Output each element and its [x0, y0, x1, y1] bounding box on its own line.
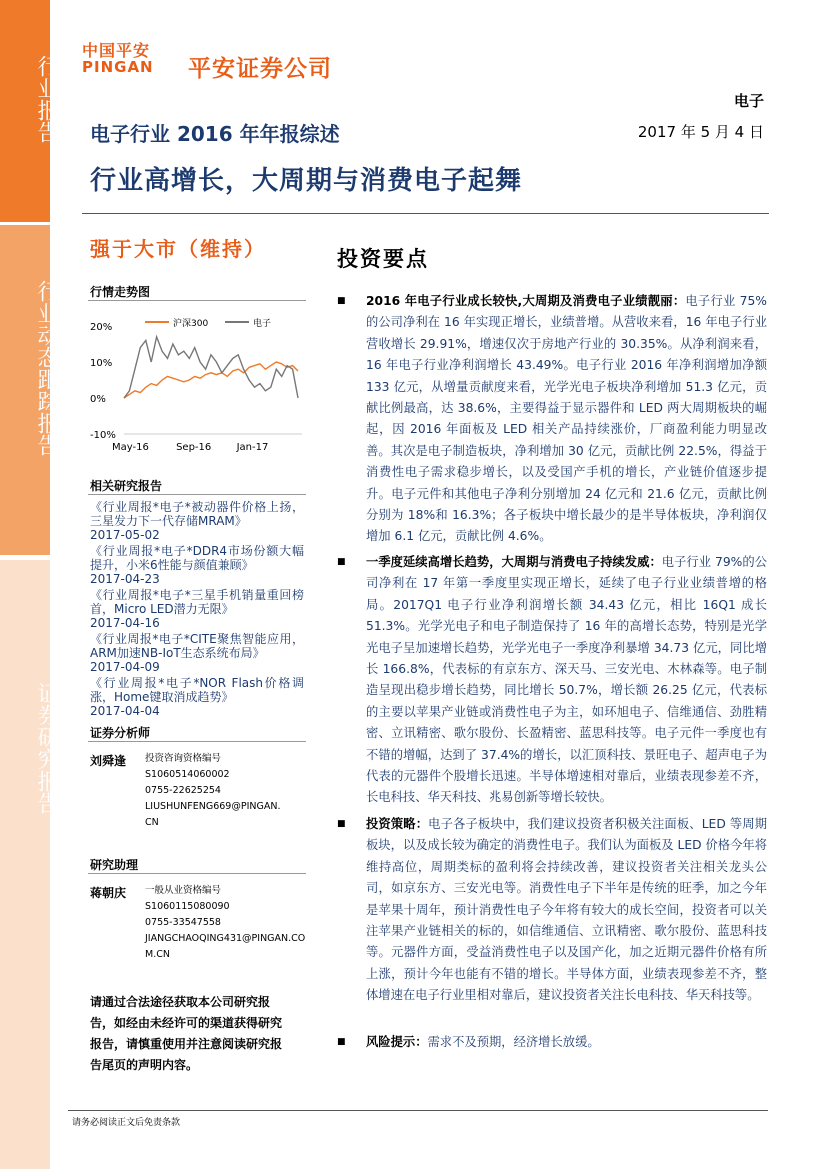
bullet-square-icon: ■ — [337, 1037, 346, 1047]
doc-date: 2017 年 5 月 4 日 — [637, 123, 764, 141]
company-name: 平安证券公司 — [188, 56, 332, 82]
assistant-email-cont[interactable]: M.CN — [145, 949, 170, 960]
key-point-4 — [337, 1032, 767, 1053]
related-reports-list — [90, 500, 304, 720]
sidebar-mid-band — [0, 225, 59, 555]
analyst-line: 投资咨询资格编号 — [145, 753, 222, 764]
page-headline: 行业高增长，大周期与消费电子起舞 — [90, 166, 523, 196]
sidebar-bottom-band — [0, 560, 59, 1169]
sidebar-label-dynamic-tracking: 行业动态跟踪报告 — [34, 280, 59, 456]
footer-note: 请务必阅读正文后免责条款 — [72, 1118, 181, 1128]
related-report-date: 2017-05-02 — [90, 528, 160, 542]
x-tick-label: Jan-17 — [236, 442, 269, 453]
key-point-heading: 一季度延续高增长趋势，大周期与消费电子持续发威： — [366, 555, 662, 569]
key-point-heading: 2016 年电子行业成长较快,大周期及消费电子业绩靓丽： — [366, 294, 686, 308]
bullet-square-icon: ■ — [337, 296, 346, 306]
y-tick-label: 0% — [90, 394, 106, 405]
series-line-electronics — [124, 337, 298, 398]
assistant-line: 一般从业资格编号 — [145, 885, 222, 896]
related-report-title[interactable]: 《行业周报*电子*三星手机销量重回榜首，Micro LED潜力无限》 — [90, 588, 304, 616]
related-report-title[interactable]: 《行业周报*电子*DDR4市场份额大幅提升，小米6性能与颜值兼顾》 — [90, 544, 304, 572]
key-point-body: 电子各子板块中，我们建议投资者积极关注面板、LED 等周期板块，以及成长较为确定的消费性电子。我们认为面板及 LED 价格今年将维持高位，周期类标的盈利将会持续改善，建议投资者关注相关龙头公司，如京东方、三安光电等。消费性电子下半年是传统的旺季，加之今年是苹果十周年，预计消费性电子今年将有较大的成长空间，投资者可以关注苹果产业链相关的标的，如信维通信、立讯精密、歌尔股份、蓝思科技等。元器件方面，受益消费性电子以及国产化，加之近期元器件价格有所上涨，预计今年也能有不错的增长。半导体方面，业绩表现参差不齐，整体增速在电子行业里相对靠后，建议投资者关注长电科技、华天科技等。 — [366, 817, 767, 1003]
related-reports-title: 相关研究报告 — [90, 479, 163, 493]
analyst-section-title: 证券分析师 — [90, 726, 151, 740]
y-tick-label: -10% — [90, 430, 116, 441]
key-point-heading: 投资策略： — [366, 817, 429, 831]
related-reports-divider — [88, 494, 306, 495]
analyst-line: 0755-22625254 — [145, 785, 221, 796]
assistant-line: S1060115080090 — [145, 901, 230, 912]
related-report-date: 2017-04-23 — [90, 572, 160, 586]
key-point-body: 电子行业 79%的公司净利在 17 年第一季度里实现正增长，延续了电子行业业绩普增的格局。2017Q1 电子行业净利润增长额 34.43 亿元，相比 16Q1 成长 51.3%。光学光电子和电子制造保持了 16 年的高增长态势，特别是光学光电子呈加速增长趋势，光学光电子一季度净利暴增 34.73 亿元，同比增长 166.8%，代表标的有京东方、深天马、三安光电、木林森等。电子制造呈现出稳步增长趋势，同比增长 50.7%，增长额 26.25 亿元，代表标的主要以苹果产业链或消费性电子为主，如环旭电子、信维通信、劲胜精密、立讯精密、歌尔股份、长盈精密、蓝思科技等。电子元件一季度也有不错的增幅，达到了 37.4%的增长，以汇顶科技、景旺电子、超声电子为代表的元器件个股增长迅速。半导体增速相对靠后，业绩表现参差不齐，长电科技、华天科技、兆易创新等增长较快。 — [366, 555, 767, 805]
analyst-name: 刘舜逢 — [90, 754, 127, 768]
assistant-name: 蒋朝庆 — [90, 886, 127, 900]
logo-english: PINGAN — [82, 58, 154, 76]
key-point-body: 需求不及预期，经济增长放缓。 — [427, 1035, 600, 1049]
x-tick-label: May-16 — [112, 442, 149, 453]
series-line-csi300 — [124, 362, 298, 398]
bullet-square-icon: ■ — [337, 819, 346, 829]
chart-section-divider — [88, 300, 306, 301]
key-points-title: 投资要点 — [337, 247, 429, 271]
market-trend-svg — [90, 312, 308, 460]
analyst-email[interactable]: LIUSHUNFENG669@PINGAN. — [145, 801, 281, 812]
market-trend-chart — [90, 312, 308, 460]
y-tick-label: 10% — [90, 358, 113, 369]
assistant-section-title: 研究助理 — [90, 858, 139, 872]
assistant-line: 0755-33547558 — [145, 917, 221, 928]
related-report-title[interactable]: 《行业周报*电子*NOR Flash价格调涨，Home键取消成趋势》 — [90, 676, 304, 704]
rating-label: 强于大市（维持） — [90, 237, 266, 261]
assistant-contact — [145, 883, 315, 963]
related-report-title[interactable]: 《行业周报*电子*CITE聚焦智能应用，ARM加速NB-IoT生态系统布局》 — [90, 632, 304, 660]
bullet-square-icon: ■ — [337, 557, 346, 567]
key-point-body: 电子行业 75%的公司净利在 16 年实现正增长，业绩普增。从营收来看，16 年电子行业营收增长 29.91%，增速仅次于房地产行业的 30.35%。从净利润来看，16 年电子行业净利润增长 43.49%。电子行业 2016 年净利润增加净额 133 亿元，从增量贡献度来看，光学光电子板块净利增加 51.3 亿元，贡献比例最高，达 38.6%，主要得益于显示器件和 LED 两大周期板块的崛起，因 2016 年面板及 LED 相关产品持续涨价，厂商盈利能力明显改善。其次是电子制造板块，净利增加 30 亿元，贡献比例 22.5%，得益于消费性电子需求稳步增长，以及受国产手机的增长，产业链价值逐步提升。电子元件和其他电子净利分别增加 24 亿元和 21.6 亿元，贡献比例分别为 18%和 16.3%；各子板块中增长最少的是半导体板块，净利润仅增加 6.1 亿元，贡献比例 4.6%。 — [366, 294, 767, 544]
related-report-date: 2017-04-09 — [90, 660, 160, 674]
doc-category: 电子 — [733, 92, 764, 110]
logo-chinese: 中国平安 — [82, 41, 151, 60]
assistant-email[interactable]: JIANGCHAOQING431@PINGAN.CO — [145, 933, 306, 944]
key-point-2 — [337, 552, 767, 809]
footer-divider — [68, 1110, 768, 1111]
sidebar-label-securities-research: 证券研究报告 — [34, 682, 59, 814]
legend-label: 电子 — [253, 319, 272, 329]
header-divider — [82, 213, 769, 214]
sidebar-top-band — [0, 0, 59, 222]
legend-label: 沪深300 — [173, 319, 209, 329]
analyst-line: S1060514060002 — [145, 769, 230, 780]
x-tick-label: Sep-16 — [176, 442, 212, 453]
key-point-1 — [337, 291, 767, 548]
y-tick-label: 20% — [90, 322, 113, 333]
related-report-date: 2017-04-16 — [90, 616, 160, 630]
related-report-title[interactable]: 《行业周报*电子*被动器件价格上扬，三星发力下一代存储MRAM》 — [90, 500, 304, 528]
related-report-date: 2017-04-04 — [90, 704, 160, 718]
disclaimer-text: 请通过合法途径获取本公司研究报告，如经由未经许可的渠道获得研究报告，请慎重使用并注意阅读研究报告尾页的声明内容。 — [90, 995, 283, 1072]
chart-section-title: 行情走势图 — [90, 285, 151, 299]
assistant-divider — [88, 873, 306, 874]
analyst-divider — [88, 741, 306, 742]
key-point-3 — [337, 814, 767, 1007]
analyst-email-cont[interactable]: CN — [145, 817, 159, 828]
report-title: 电子行业 2016 年年报综述 — [90, 122, 340, 146]
analyst-contact — [145, 751, 315, 831]
key-point-heading: 风险提示： — [366, 1035, 428, 1049]
sidebar-label-industry-report: 行业报告 — [34, 55, 59, 143]
